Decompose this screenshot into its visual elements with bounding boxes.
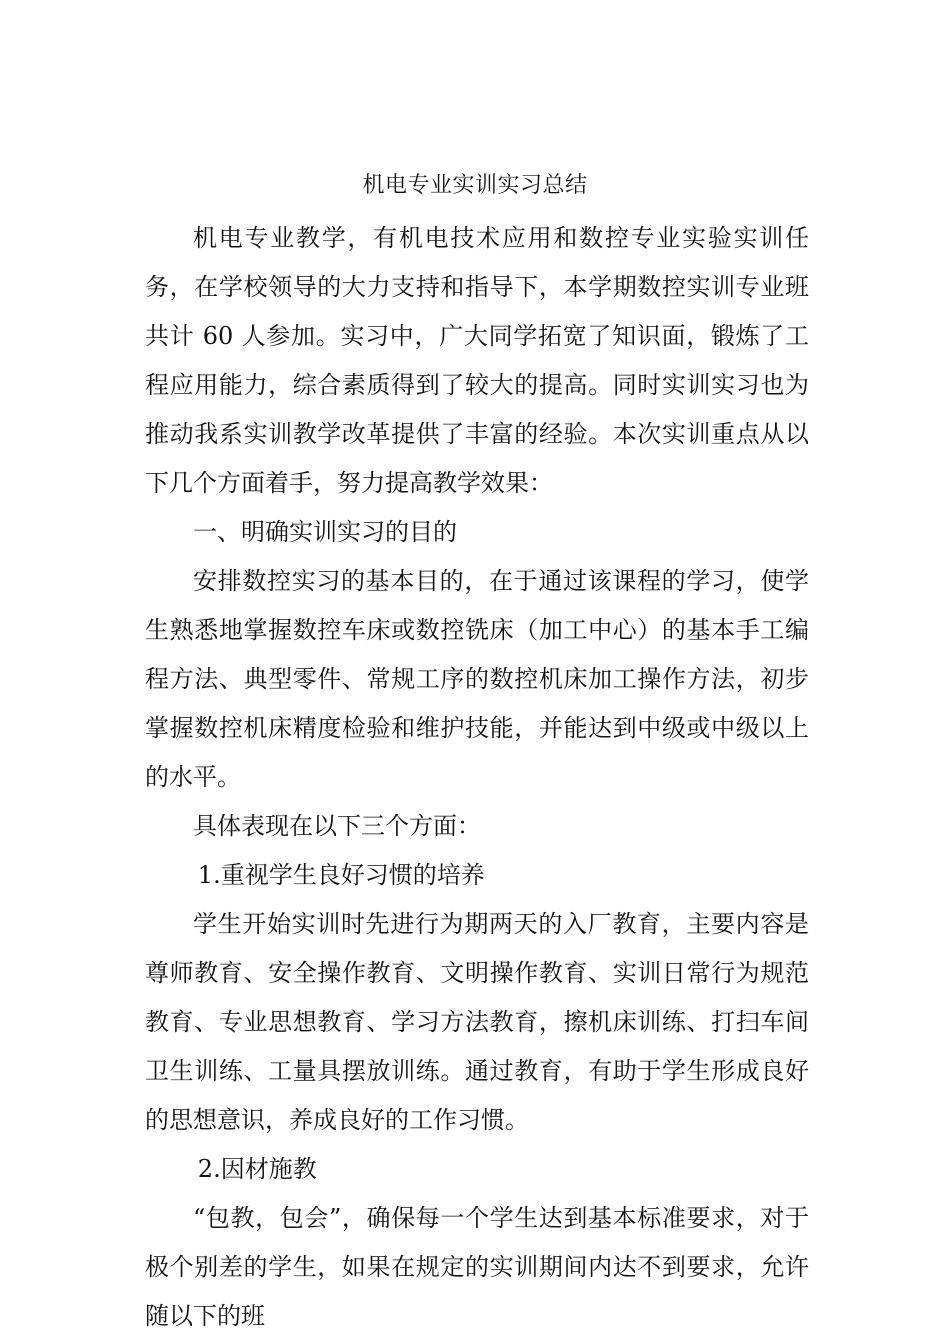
paragraph-habits: 学生开始实训时先进行为期两天的入厂教育，主要内容是尊师教育、安全操作教育、文明操作教育、实训日常行为规范教育、专业思想教育、学习方法教育，擦机床训练、打扫车间卫生训练、工量具摆放训练。通过教育，有助于学生形成良好的思想意识，养成良好的工作习惯。 bbox=[145, 910, 809, 1134]
paragraph-aspects-intro: 具体表现在以下三个方面： bbox=[193, 812, 481, 840]
paragraph-purpose: 安排数控实习的基本目的，在于通过该课程的学习，使学生熟悉地掌握数控车床或数控铣床（加工中心）的基本手工编程方法、典型零件、常规工序的数控机床加工操作方法，初步掌握数控机床精度检验和维护技能，并能达到中级或中级以上的水平。 bbox=[145, 567, 809, 791]
paragraph-individualized-teaching: “包教，包会”，确保每一个学生达到基本标准要求，对于极个别差的学生，如果在规定的实训期间内达不到要求，允许随以下的班 bbox=[145, 1204, 809, 1330]
document-title: 机电专业实训实习总结 bbox=[362, 173, 588, 198]
document-body bbox=[145, 214, 809, 1341]
subheading-individualized-teaching: 2.因材施教 bbox=[197, 1155, 317, 1183]
paragraph-intro: 机电专业教学，有机电技术应用和数控专业实验实训任务，在学校领导的大力支持和指导下，本学期数控实训专业班共计 60 人参加。实习中，广大同学拓宽了知识面，锻炼了工程应用能力，综合素质得到了较大的提高。同时实训实习也为推动我系实训教学改革提供了丰富的经验。本次实训重点从以下几个方面着手，努力提高教学效果： bbox=[145, 224, 809, 497]
subheading-habits: 1.重视学生良好习惯的培养 bbox=[197, 861, 485, 889]
section-heading-purpose: 一、明确实训实习的目的 bbox=[193, 518, 457, 546]
